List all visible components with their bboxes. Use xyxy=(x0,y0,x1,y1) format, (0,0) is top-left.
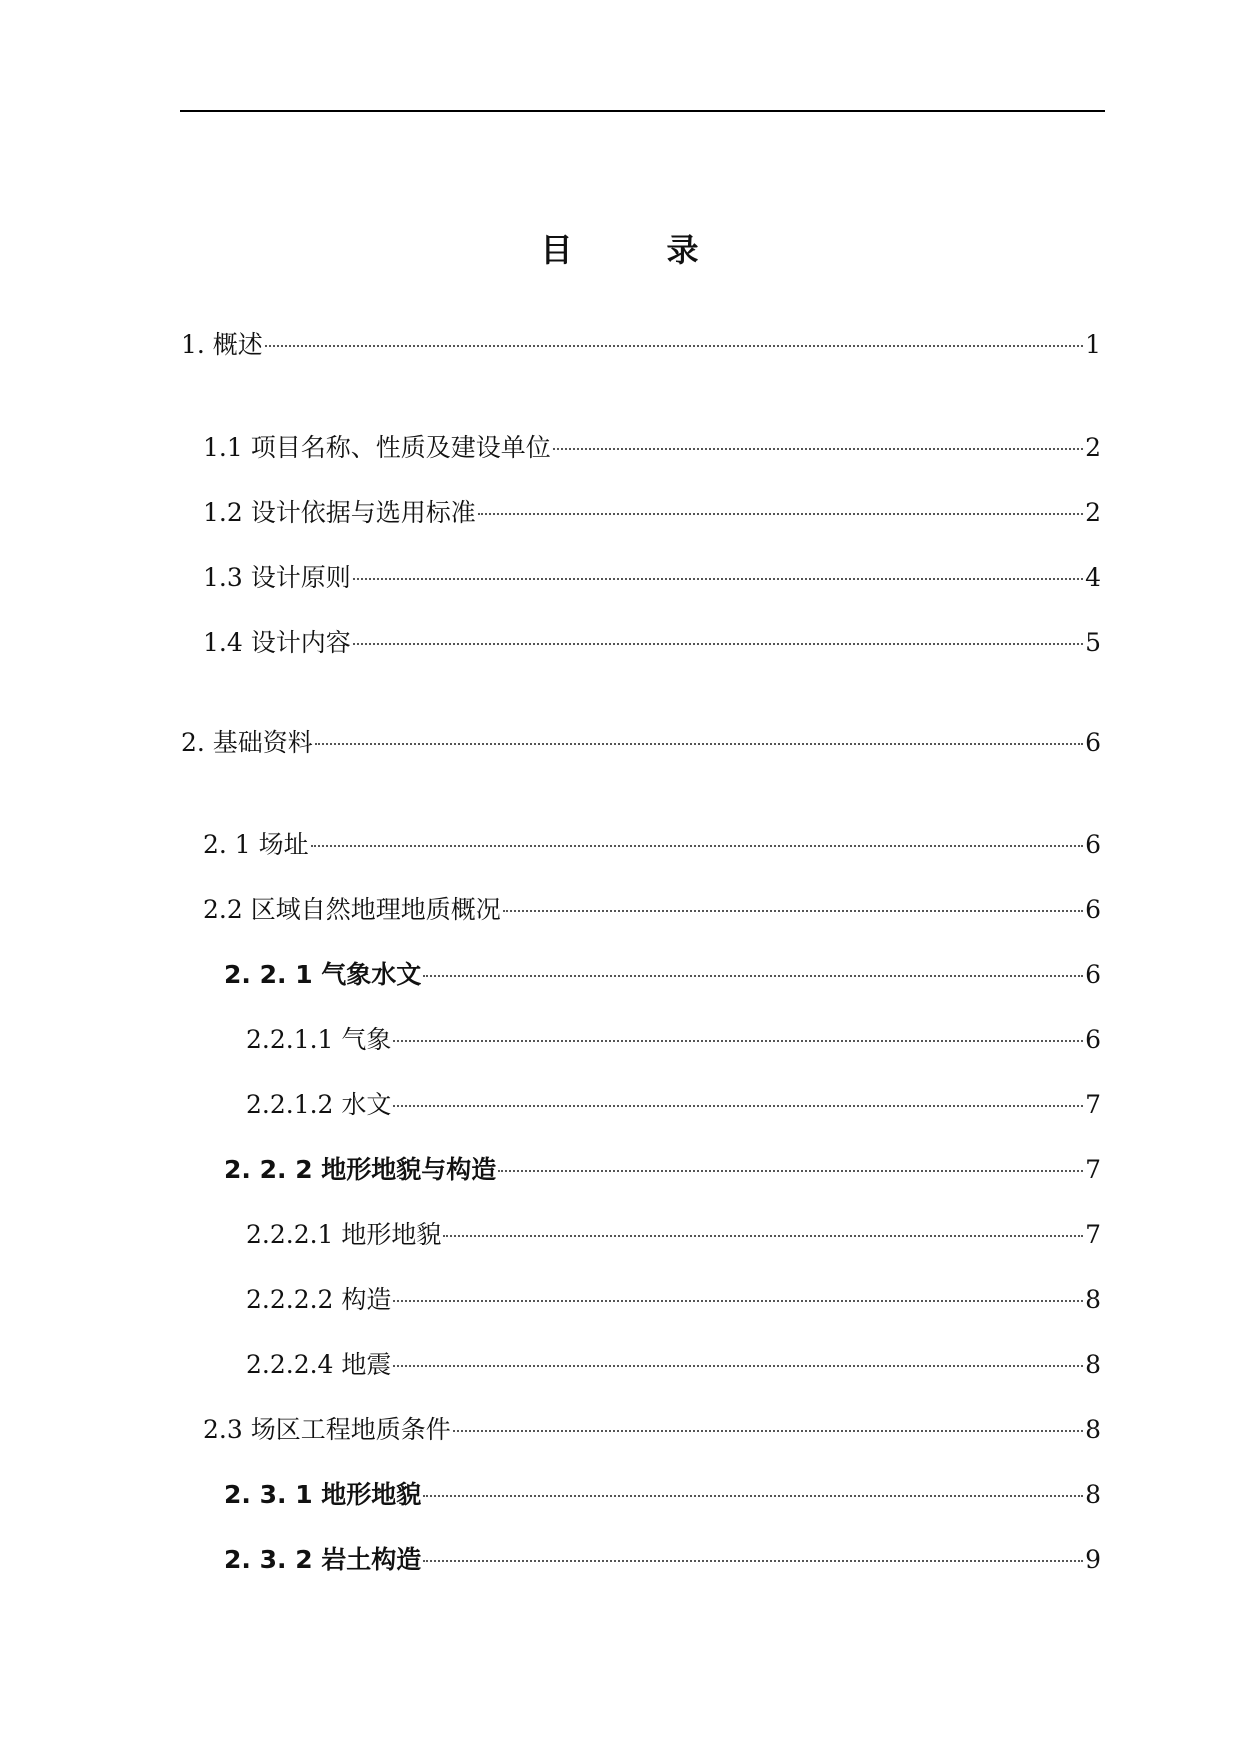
dot-leader xyxy=(423,1560,1083,1562)
toc-page-number: 1 xyxy=(1085,330,1101,359)
toc-page-number: 7 xyxy=(1085,1090,1101,1119)
toc-entry-2-2[interactable] xyxy=(203,893,1101,927)
toc-entry-2-2-1-2[interactable] xyxy=(246,1088,1101,1122)
dot-leader xyxy=(423,1495,1083,1497)
toc-entry-1-1[interactable] xyxy=(203,431,1101,465)
toc-page-number: 7 xyxy=(1085,1220,1101,1249)
toc-entry-2-2-1-1[interactable] xyxy=(246,1023,1101,1057)
toc-entry-2-2-2[interactable] xyxy=(224,1153,1101,1187)
toc-page-number: 4 xyxy=(1085,563,1101,592)
toc-entry-1-3[interactable] xyxy=(203,561,1101,595)
toc-page-number: 6 xyxy=(1085,960,1101,989)
toc-entry-label: 2.2.1.1 气象 xyxy=(246,1025,392,1054)
toc-entry-1-2[interactable] xyxy=(203,496,1101,530)
toc-entry-2-3-1[interactable] xyxy=(224,1478,1101,1512)
dot-leader xyxy=(478,513,1083,515)
dot-leader xyxy=(393,1300,1083,1302)
dot-leader xyxy=(453,1430,1083,1432)
toc-entry-label: 2. 2. 2 地形地貌与构造 xyxy=(224,1155,497,1184)
toc-entry-label: 2.2.1.2 水文 xyxy=(246,1090,392,1119)
toc-page-number: 6 xyxy=(1085,895,1101,924)
dot-leader xyxy=(443,1235,1083,1237)
toc-entry-label: 1. 概述 xyxy=(181,330,263,359)
toc-entry-2-2-2-1[interactable] xyxy=(246,1218,1101,1252)
toc-entry-2-2-1[interactable] xyxy=(224,958,1101,992)
dot-leader xyxy=(353,578,1083,580)
header-rule xyxy=(180,110,1105,112)
toc-entry-label: 1.2 设计依据与选用标准 xyxy=(203,498,476,527)
dot-leader xyxy=(353,643,1083,645)
dot-leader xyxy=(311,845,1083,847)
toc-page-number: 8 xyxy=(1085,1350,1101,1379)
toc-page-number: 8 xyxy=(1085,1415,1101,1444)
dot-leader xyxy=(315,743,1083,745)
toc-entry-2-3[interactable] xyxy=(203,1413,1101,1447)
toc-entry-label: 1.3 设计原则 xyxy=(203,563,351,592)
dot-leader xyxy=(265,345,1083,347)
dot-leader xyxy=(393,1365,1083,1367)
dot-leader xyxy=(423,975,1083,977)
toc-page-number: 2 xyxy=(1085,433,1101,462)
toc-entry-label: 2. 3. 1 地形地貌 xyxy=(224,1480,422,1509)
toc-page-number: 9 xyxy=(1085,1545,1101,1574)
toc-entry-label: 1.4 设计内容 xyxy=(203,628,351,657)
toc-page-number: 2 xyxy=(1085,498,1101,527)
dot-leader xyxy=(393,1040,1083,1042)
toc-entry-2-2-2-2[interactable] xyxy=(246,1283,1101,1317)
toc-entry-1-4[interactable] xyxy=(203,626,1101,660)
toc-entry-label: 2.2.2.4 地震 xyxy=(246,1350,392,1379)
dot-leader xyxy=(498,1170,1083,1172)
toc-entry-label: 2. 基础资料 xyxy=(181,728,313,757)
toc-entry-2-2-2-4[interactable] xyxy=(246,1348,1101,1382)
toc-entry-label: 2. 1 场址 xyxy=(203,830,309,859)
toc-entry-label: 2. 3. 2 岩土构造 xyxy=(224,1545,422,1574)
toc-page-number: 6 xyxy=(1085,830,1101,859)
toc-entry-2-1[interactable] xyxy=(203,828,1101,862)
toc-title-right: 录 xyxy=(666,231,701,269)
toc-page-number: 8 xyxy=(1085,1480,1101,1509)
toc-title-left: 目 xyxy=(540,231,575,269)
toc-entry-1[interactable] xyxy=(181,328,1101,362)
dot-leader xyxy=(393,1105,1083,1107)
toc-page-number: 5 xyxy=(1085,628,1101,657)
toc-entry-label: 2. 2. 1 气象水文 xyxy=(224,960,422,989)
toc-page-number: 6 xyxy=(1085,1025,1101,1054)
toc-page-number: 7 xyxy=(1085,1155,1101,1184)
dot-leader xyxy=(503,910,1083,912)
toc-page-number: 8 xyxy=(1085,1285,1101,1314)
toc-entry-label: 2.3 场区工程地质条件 xyxy=(203,1415,451,1444)
dot-leader xyxy=(553,448,1083,450)
toc-entry-label: 2.2.2.1 地形地貌 xyxy=(246,1220,442,1249)
toc-entry-label: 2.2 区域自然地理地质概况 xyxy=(203,895,501,924)
toc-entry-label: 2.2.2.2 构造 xyxy=(246,1285,392,1314)
toc-page-number: 6 xyxy=(1085,728,1101,757)
toc-entry-2[interactable] xyxy=(181,726,1101,760)
toc-entry-2-3-2[interactable] xyxy=(224,1543,1101,1577)
toc-title xyxy=(0,225,1241,271)
toc-entry-label: 1.1 项目名称、性质及建设单位 xyxy=(203,433,551,462)
